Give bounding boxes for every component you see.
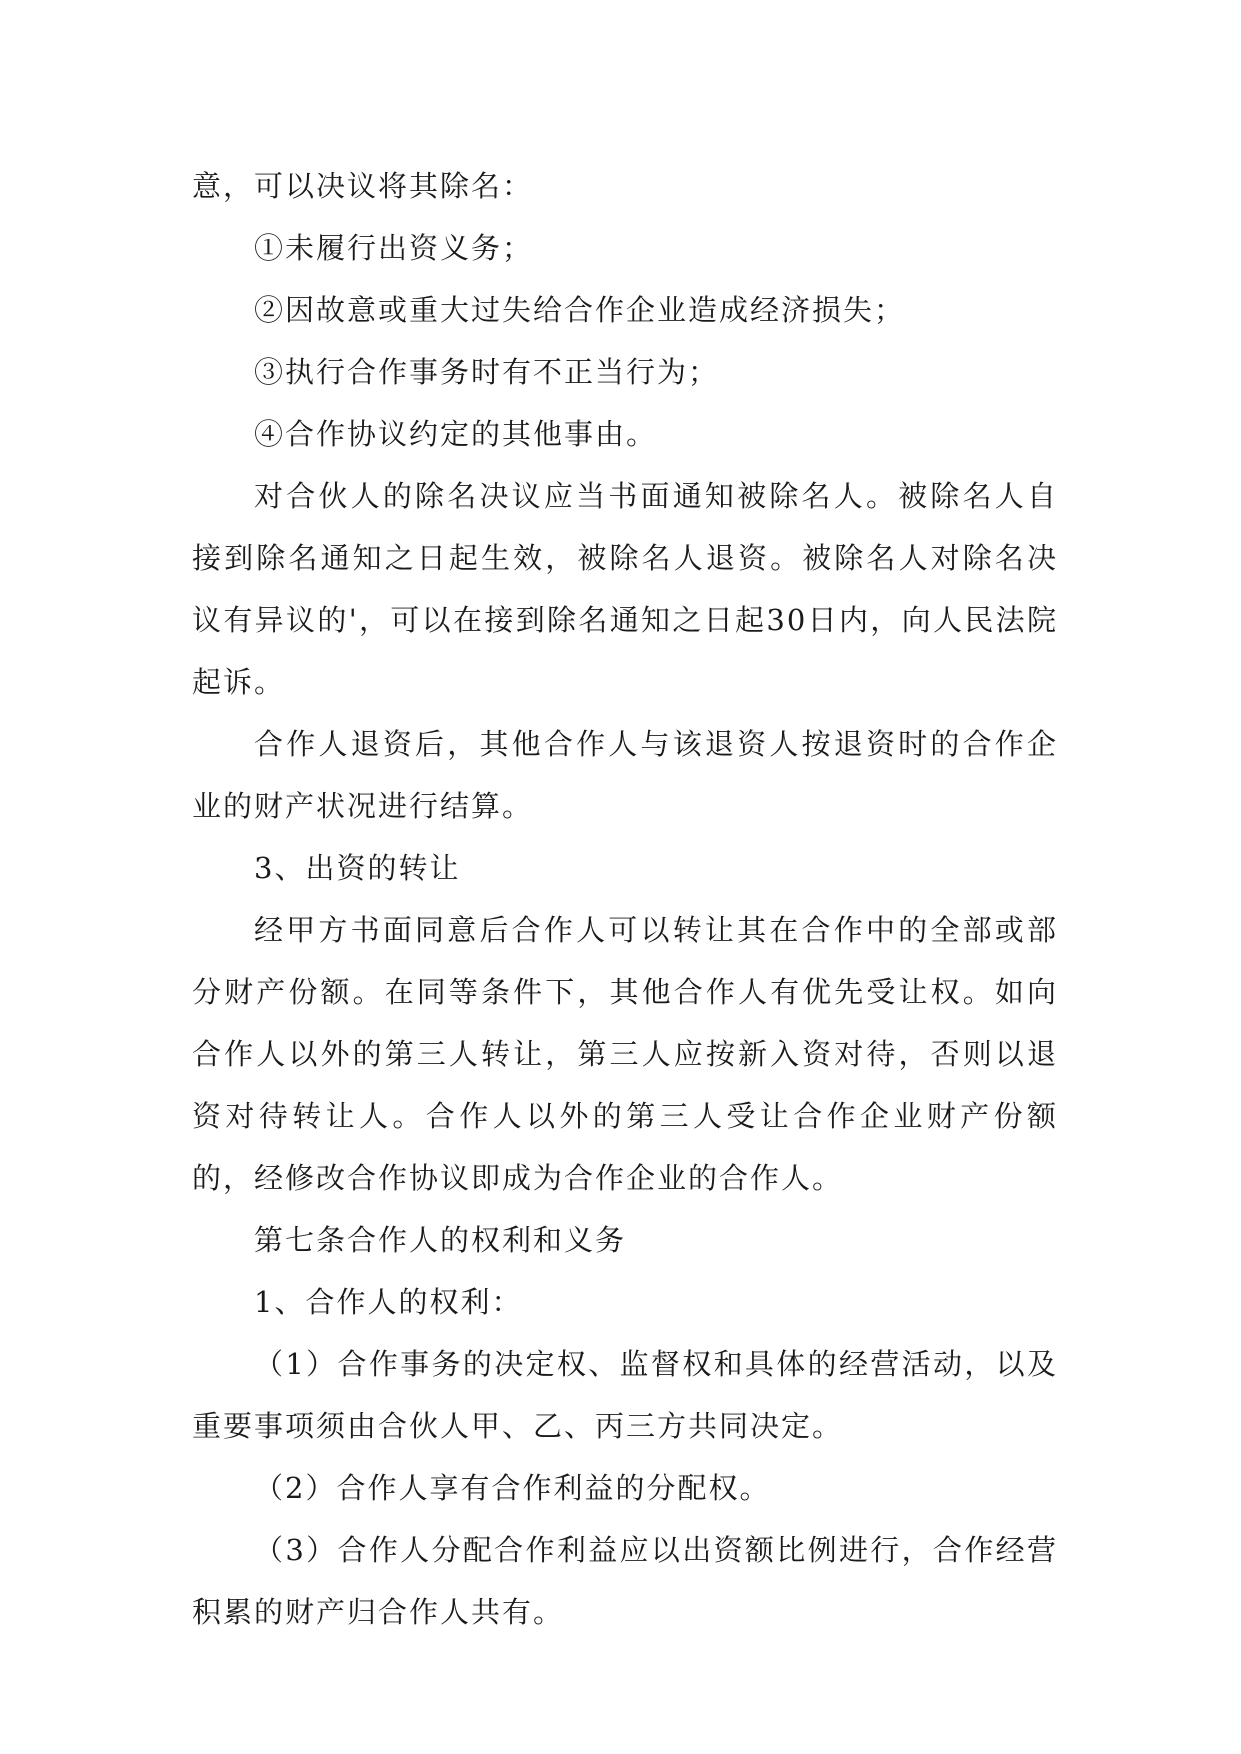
document-body	[192, 155, 1058, 1643]
paragraph-item-3: ③执行合作事务时有不正当行为；	[254, 355, 720, 389]
section-heading-transfer: 3、出资的转让	[254, 851, 461, 885]
article-heading-7: 第七条合作人的权利和义务	[254, 1223, 627, 1257]
paragraph-item-4: ④合作协议约定的其他事由。	[254, 417, 658, 451]
paragraph-settlement: 合作人退资后，其他合作人与该退资人按退资时的合作企业的财产状况进行结算。	[192, 727, 1058, 823]
paragraph-removal-intro: 意，可以决议将其除名：	[192, 169, 534, 203]
paragraph-item-1: ①未履行出资义务；	[254, 231, 534, 265]
paragraph-right-1: （1）合作事务的决定权、监督权和具体的经营活动，以及重要事项须由合伙人甲、乙、丙三方共同决定。	[192, 1347, 1058, 1443]
paragraph-right-3: （3）合作人分配合作利益应以出资额比例进行，合作经营积累的财产归合作人共有。	[192, 1533, 1058, 1629]
paragraph-transfer: 经甲方书面同意后合作人可以转让其在合作中的全部或部分财产份额。在同等条件下，其他合作人有优先受让权。如向合作人以外的第三人转让，第三人应按新入资对待，否则以退资对待转让人。合作人以外的第三人受让合作企业财产份额的，经修改合作协议即成为合作企业的合作人。	[192, 913, 1058, 1195]
paragraph-item-2: ②因故意或重大过失给合作企业造成经济损失；	[254, 293, 906, 327]
paragraph-removal-notice: 对合伙人的除名决议应当书面通知被除名人。被除名人自接到除名通知之日起生效，被除名人退资。被除名人对除名决议有异议的'，可以在接到除名通知之日起30日内，向人民法院起诉。	[192, 479, 1058, 699]
paragraph-right-2: （2）合作人享有合作利益的分配权。	[254, 1471, 771, 1505]
section-heading-rights: 1、合作人的权利：	[254, 1285, 523, 1319]
